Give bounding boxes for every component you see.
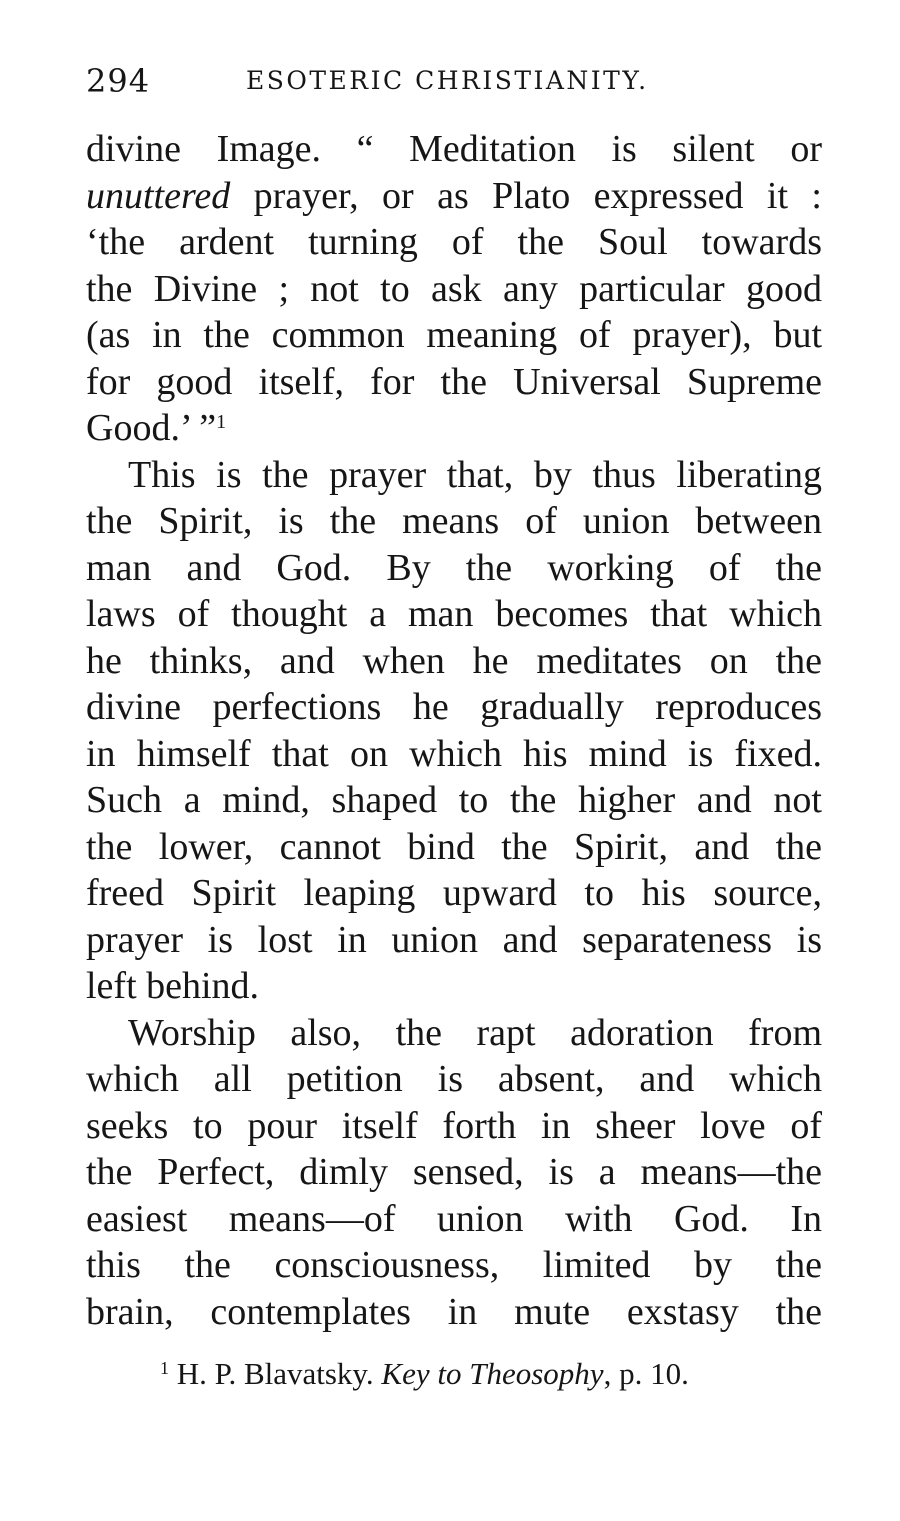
text-line: This is the prayer that, by thus liberating — [128, 453, 822, 496]
text-line: divine perfections he gradually reproduces — [86, 686, 822, 728]
text-line: the Divine ; not to ask any particular good — [86, 267, 822, 310]
emphasis-word: unuttered — [86, 174, 231, 217]
text-line: the Spirit, is the means of union between — [86, 500, 822, 542]
paragraph-1 — [86, 126, 822, 452]
running-title: ESOTERIC CHRISTIANITY. — [246, 66, 649, 95]
text-line: (as in the common meaning of prayer), but — [86, 314, 822, 356]
text-line: the lower, cannot bind the Spirit, and the — [86, 825, 822, 868]
text-line: this the consciousness, limited by the — [86, 1244, 822, 1286]
footnote-author: H. P. Blavatsky. — [176, 1356, 374, 1391]
text-line — [86, 173, 822, 220]
text-line: man and God. By the working of the — [86, 546, 822, 589]
text-line: divine Image. “ Meditation is silent or — [86, 128, 822, 170]
body-text — [86, 126, 822, 1335]
footnote-work: Key to Theosophy — [381, 1356, 604, 1391]
text-line: left behind. — [86, 965, 260, 1007]
footnote-reference: 1 — [216, 411, 227, 433]
text-line: Worship also, the rapt adoration from — [128, 1011, 822, 1054]
footnote-page: , p. 10. — [603, 1356, 689, 1391]
footnote — [160, 1356, 689, 1392]
text-line: seeks to pour itself forth in sheer love of — [86, 1104, 822, 1147]
text-line: ‘the ardent turning of the Soul towards — [86, 221, 822, 263]
line-text: Good.’ ” — [86, 407, 217, 449]
text-line: he thinks, and when he meditates on the — [86, 639, 822, 682]
text-line: the Perfect, dimly sensed, is a means—the — [86, 1151, 822, 1193]
footnote-mark: 1 — [160, 1358, 169, 1378]
text-line: which all petition is absent, and which — [86, 1058, 822, 1100]
text-line: in himself that on which his mind is fixed. — [86, 732, 822, 775]
running-head — [86, 62, 826, 102]
paragraph-2 — [86, 452, 822, 1010]
text-line: Such a mind, shaped to the higher and not — [86, 779, 822, 821]
text-line: for good itself, for the Universal Supreme — [86, 360, 822, 403]
text-line: easiest means—of union with God. In — [86, 1197, 822, 1240]
text-line: freed Spirit leaping upward to his source, — [86, 872, 822, 914]
paragraph-3 — [86, 1010, 822, 1336]
text-line: brain, contemplates in mute exstasy the — [86, 1290, 822, 1333]
text-line — [86, 405, 822, 452]
line-rest: prayer, or as Plato expressed it : — [230, 174, 822, 217]
text-line: prayer is lost in union and separateness is — [86, 918, 822, 961]
page-number: 294 — [86, 62, 151, 100]
text-line: laws of thought a man becomes that which — [86, 593, 822, 635]
